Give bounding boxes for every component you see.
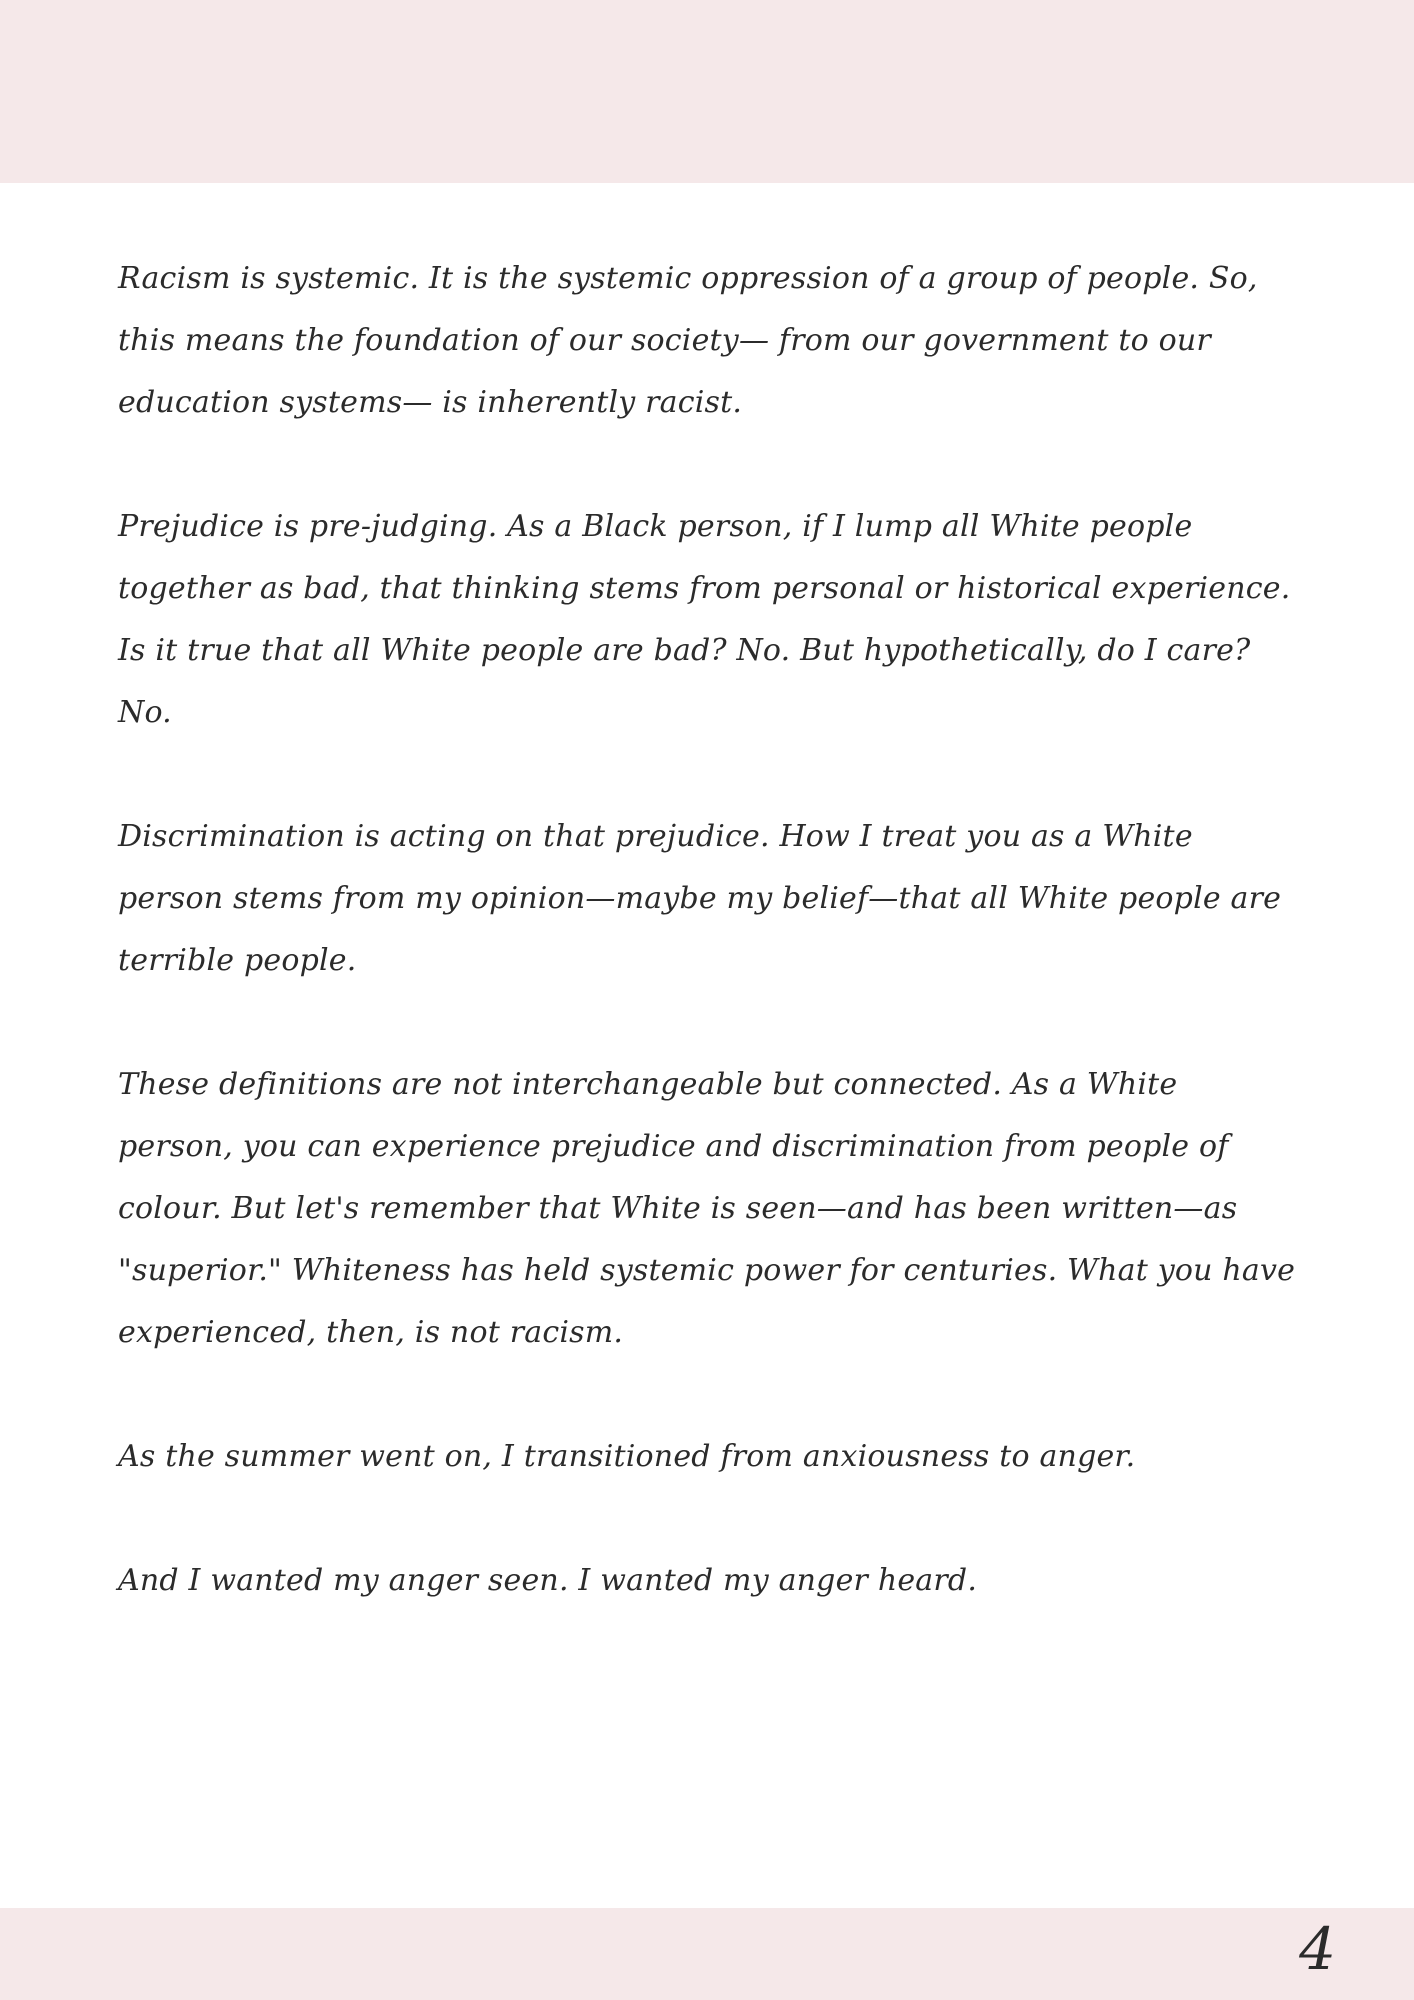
paragraph-summer-anger: As the summer went on, I transitioned from anxiousness to anger.	[118, 1439, 1136, 1474]
paragraph-prejudice-definition: Prejudice is pre-judging. As a Black person, if I lump all White people together as bad, that thinking stems from personal or historical experience. Is it true that all White people are bad? No. But hypothetically, do I care? No.	[118, 509, 1291, 730]
header-band	[0, 0, 1414, 183]
paragraph-racism-definition: Racism is systemic. It is the systemic oppression of a group of people. So, this means the foundation of our society— from our government to our education systems— is inherently racist.	[118, 261, 1258, 420]
paragraph-discrimination-definition: Discrimination is acting on that prejudice. How I treat you as a White person stems from my opinion—maybe my belief—that all White people are terrible people.	[118, 819, 1282, 978]
paragraph-anger-seen: And I wanted my anger seen. I wanted my anger heard.	[118, 1563, 978, 1598]
page-number: 4	[1299, 1915, 1336, 1983]
page-body	[118, 248, 1296, 1674]
paragraph-definitions-connected: These definitions are not interchangeable but connected. As a White person, you can experience prejudice and discrimination from people of colour. But let's remember that White is seen—and has been written—as "superior." Whiteness has held systemic power for centuries. What you have experienced, then, is not racism.	[118, 1067, 1296, 1350]
footer-band	[0, 1908, 1414, 2000]
